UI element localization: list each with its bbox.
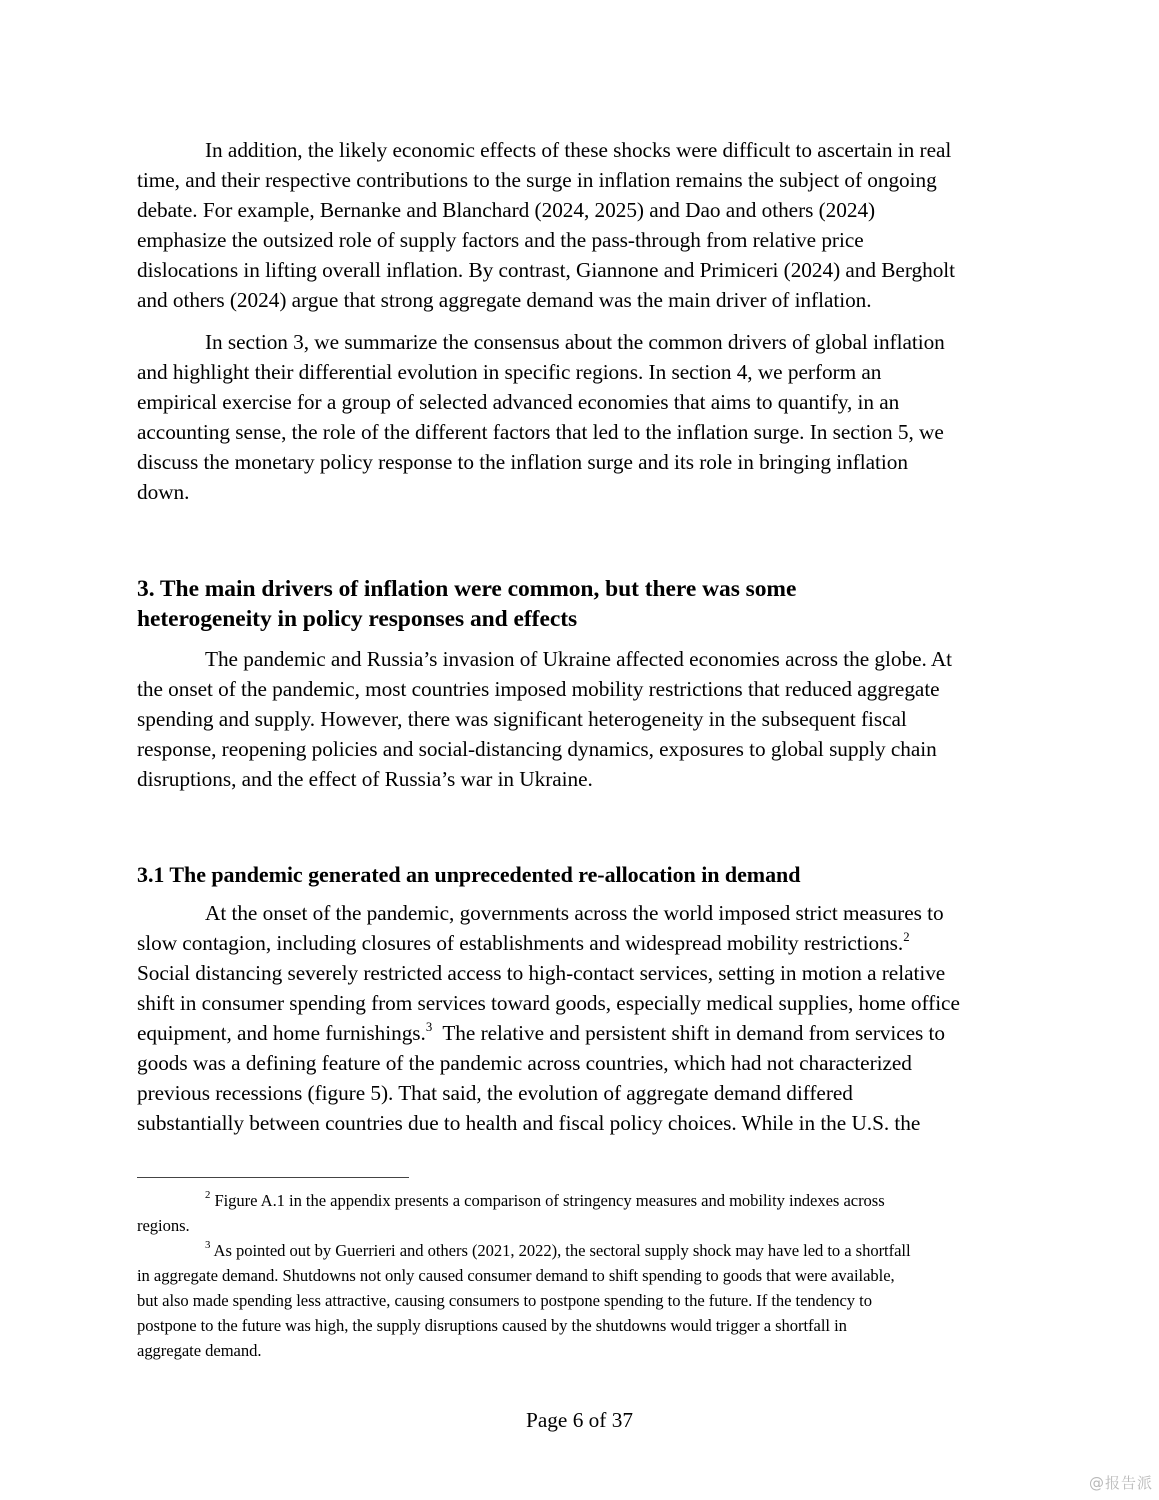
footnote-line — [205, 1238, 911, 1263]
text-line: Social distancing severely restricted access to high-contact services, setting in motion a relative — [137, 961, 946, 985]
text-line — [137, 1018, 945, 1048]
text-line: In addition, the likely economic effects of these shocks were difficult to ascertain in real — [205, 138, 952, 162]
text-line: response, reopening policies and social-distancing dynamics, exposures to global supply chain — [137, 737, 937, 761]
text-line: emphasize the outsized role of supply factors and the pass-through from relative price — [137, 228, 864, 252]
footnote-line: postpone to the future was high, the supply disruptions caused by the shutdowns would trigger a shortfall in — [137, 1316, 847, 1335]
heading-line: 3. The main drivers of inflation were common, but there was some — [137, 576, 797, 602]
footnote-line: aggregate demand. — [137, 1341, 262, 1360]
text-span: Figure A.1 in the appendix presents a comparison of stringency measures and mobility indexes across — [210, 1191, 885, 1210]
footnote-separator — [137, 1177, 409, 1178]
footnote-line: regions. — [137, 1216, 190, 1235]
text-line: dislocations in lifting overall inflation. By contrast, Giannone and Primiceri (2024) and Bergholt — [137, 258, 956, 282]
text-line: time, and their respective contributions to the surge in inflation remains the subject of ongoing — [137, 168, 937, 192]
text-line: In section 3, we summarize the consensus about the common drivers of global inflation — [205, 330, 945, 354]
text-line: and highlight their differential evolution in specific regions. In section 4, we perform an — [137, 360, 882, 384]
footnote-marker: 2 — [205, 1189, 211, 1202]
text-line: substantially between countries due to health and fiscal policy choices. While in the U.S. the — [137, 1111, 921, 1135]
footnote-line: in aggregate demand. Shutdowns not only caused consumer demand to shift spending to goods that were available, — [137, 1266, 895, 1285]
footnote-ref-3[interactable]: 3 — [425, 1019, 433, 1034]
text-line: The pandemic and Russia’s invasion of Ukraine affected economies across the globe. At — [205, 647, 953, 671]
footnote-marker: 3 — [205, 1239, 211, 1252]
footnote-ref-2[interactable]: 2 — [903, 929, 910, 944]
text-span: slow contagion, including closures of establishments and widespread mobility restrictions. — [137, 931, 904, 955]
watermark: @报告派 — [1088, 1474, 1153, 1492]
page-number: Page 6 of 37 — [525, 1408, 634, 1432]
heading-line: heterogeneity in policy responses and effects — [137, 606, 578, 632]
section-heading-3-1: 3.1 The pandemic generated an unprecedented re-allocation in demand — [137, 862, 801, 887]
text-line: previous recessions (figure 5). That said, the evolution of aggregate demand differed — [137, 1081, 853, 1105]
text-line: At the onset of the pandemic, governments across the world imposed strict measures to — [205, 901, 944, 925]
text-line — [137, 928, 910, 958]
text-line: debate. For example, Bernanke and Blanchard (2024, 2025) and Dao and others (2024) — [137, 198, 876, 222]
text-line: disruptions, and the effect of Russia’s war in Ukraine. — [137, 767, 593, 791]
text-span: The relative and persistent shift in demand from services to — [432, 1021, 945, 1045]
text-line: accounting sense, the role of the different factors that led to the inflation surge. In section 5, we — [137, 420, 944, 444]
text-line: goods was a defining feature of the pandemic across countries, which had not characterized — [137, 1051, 912, 1075]
footnote-line: but also made spending less attractive, causing consumers to postpone spending to the future. If the tendency to — [137, 1291, 872, 1310]
text-line: and others (2024) argue that strong aggregate demand was the main driver of inflation. — [137, 288, 872, 312]
text-line: down. — [137, 480, 190, 504]
text-span: As pointed out by Guerrieri and others (2021, 2022), the sectoral supply shock may have led to a shortfall — [210, 1241, 911, 1260]
text-span: equipment, and home furnishings. — [137, 1021, 426, 1045]
text-line: discuss the monetary policy response to the inflation surge and its role in bringing inflation — [137, 450, 908, 474]
text-line: spending and supply. However, there was significant heterogeneity in the subsequent fiscal — [137, 707, 907, 731]
text-line: shift in consumer spending from services toward goods, especially medical supplies, home office — [137, 991, 960, 1015]
text-line: empirical exercise for a group of selected advanced economies that aims to quantify, in an — [137, 390, 900, 414]
text-line: the onset of the pandemic, most countries imposed mobility restrictions that reduced aggregate — [137, 677, 940, 701]
footnote-line — [205, 1188, 885, 1213]
